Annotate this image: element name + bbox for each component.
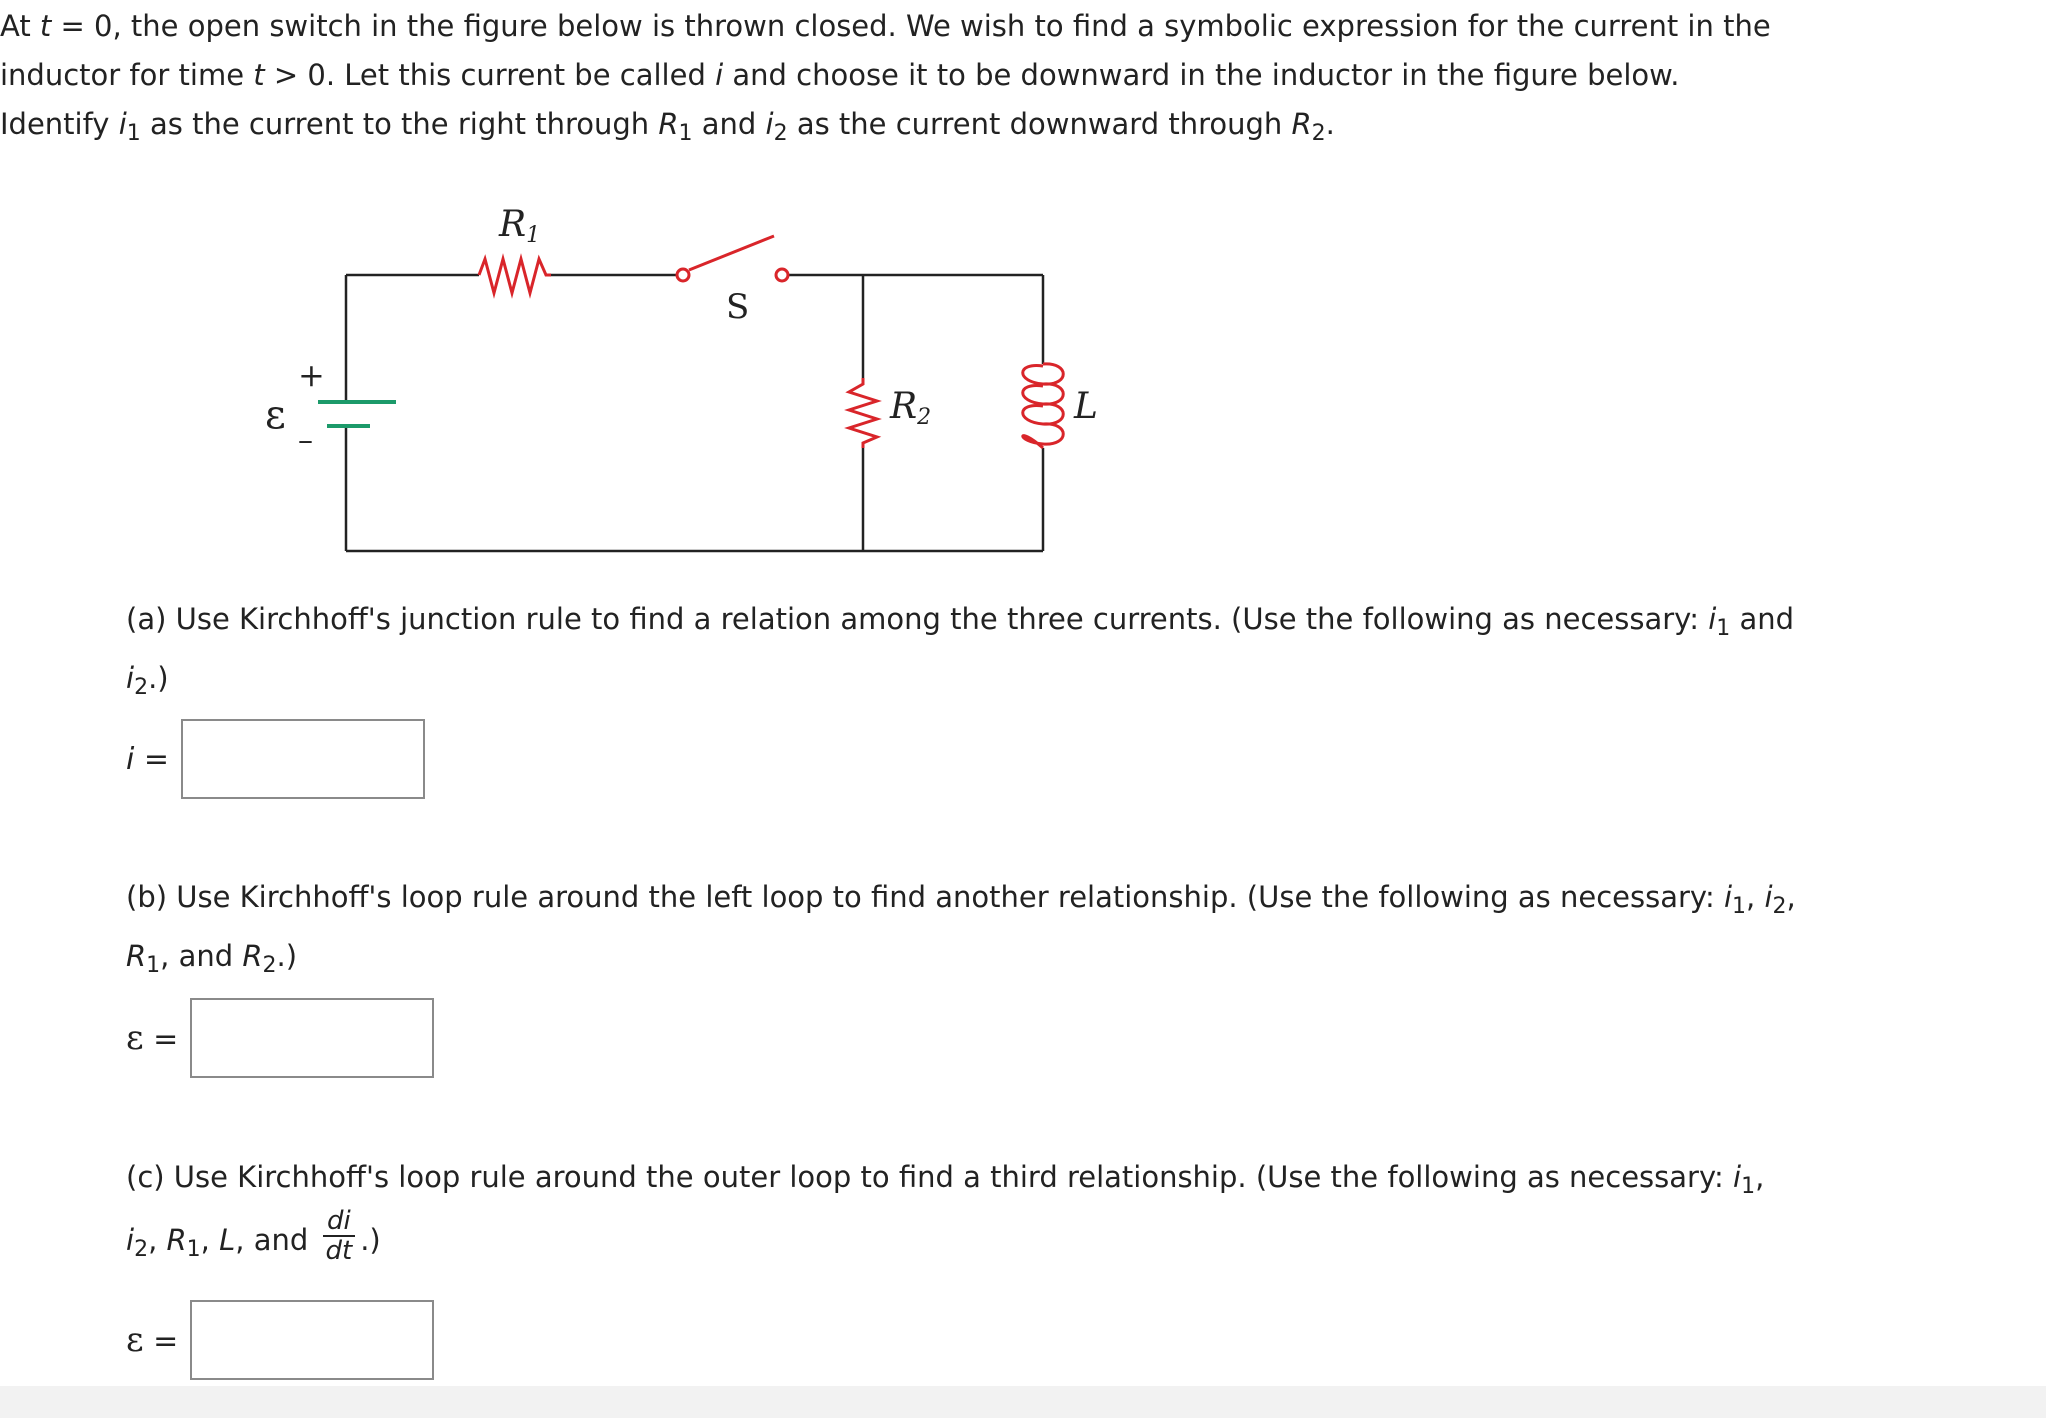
- switch-s: [677, 236, 788, 281]
- var-i2: i: [765, 107, 774, 141]
- part-b-line-2: [126, 927, 2026, 986]
- part-c-lhs: [126, 1320, 178, 1360]
- var-i: i: [715, 58, 724, 92]
- var-i2: i: [1764, 880, 1773, 914]
- subscript: 2: [1772, 894, 1787, 919]
- part-a-question: [126, 590, 2026, 708]
- var-i1: i: [1708, 602, 1717, 636]
- subscript: 2: [773, 121, 788, 146]
- part-b-question: [126, 868, 2026, 986]
- var-r2: R: [242, 939, 263, 973]
- subscript: 1: [1716, 616, 1731, 641]
- var-r1: R: [166, 1223, 187, 1257]
- part-b-lhs: [126, 1018, 178, 1058]
- text: .): [360, 1223, 381, 1257]
- var-i1: i: [118, 107, 127, 141]
- circuit-diagram: [0, 0, 2046, 600]
- var-i2: i: [126, 1223, 135, 1257]
- text: inductor for time: [0, 58, 254, 92]
- part-c-answer-row: [126, 1300, 434, 1380]
- text: Identify: [0, 107, 119, 141]
- var-r1: R: [658, 107, 679, 141]
- switch-contact-left: [677, 269, 689, 281]
- resistor-r2: [849, 378, 877, 448]
- subscript: 1: [186, 1237, 201, 1262]
- label-r2: R2: [890, 386, 932, 430]
- part-b-answer-row: [126, 998, 434, 1078]
- subscript: 1: [678, 121, 693, 146]
- label-plus: +: [298, 356, 325, 394]
- text: .: [1325, 107, 1335, 141]
- subscript: 1: [126, 121, 141, 146]
- subscript: 1: [1732, 894, 1747, 919]
- part-a-answer-row: [126, 719, 425, 799]
- label-l: L: [1074, 386, 1098, 427]
- var-i2: i: [126, 661, 135, 695]
- text: > 0. Let this current be called: [264, 58, 716, 92]
- label-switch: S: [726, 287, 750, 327]
- text: and: [1730, 602, 1795, 636]
- page-bottom-strip: [0, 1386, 2046, 1418]
- equals: =: [134, 741, 170, 777]
- part-c-line-1: [126, 1148, 2026, 1207]
- part-a-line-2: [126, 649, 2026, 708]
- var-emf: ε: [126, 1320, 144, 1360]
- text: as the current to the right through: [140, 107, 659, 141]
- text: and choose it to be downward in the inductor in the figure below.: [723, 58, 1680, 92]
- var-t: t: [39, 9, 52, 43]
- part-b-line-1: [126, 868, 2026, 927]
- subscript: 2: [1311, 121, 1326, 146]
- resistor-r1: [479, 259, 551, 293]
- subscript: 2: [134, 1237, 149, 1262]
- text: (b) Use Kirchhoff's loop rule around the left loop to find another relationship. (Use the following as necessary:: [126, 880, 1724, 914]
- var-i1: i: [1733, 1160, 1742, 1194]
- part-c-answer-input[interactable]: [190, 1300, 434, 1380]
- text: ,: [148, 1223, 167, 1257]
- label-r1: R1: [499, 204, 541, 248]
- label-minus: –: [298, 423, 313, 458]
- subscript: 2: [134, 675, 149, 700]
- var-r2: R: [1291, 107, 1312, 141]
- var-i1: i: [1723, 880, 1733, 914]
- text: ,: [1746, 880, 1765, 914]
- text: .): [276, 939, 298, 973]
- fraction-numerator: di: [323, 1207, 355, 1237]
- text: At: [0, 9, 40, 43]
- var-i: i: [126, 741, 135, 777]
- part-c-line-2: [126, 1206, 2026, 1271]
- inductor-l: [1023, 364, 1064, 448]
- fraction-denominator: dt: [325, 1236, 353, 1266]
- subscript: 1: [146, 953, 161, 978]
- text: , and: [235, 1223, 318, 1257]
- text: = 0, the open switch in the figure below is thrown closed. We wish to find a symbolic expression for the current in the: [51, 9, 1771, 43]
- subscript: 1: [1741, 1174, 1756, 1199]
- part-a-line-1: [126, 590, 2026, 649]
- part-a-answer-input[interactable]: [181, 719, 425, 799]
- battery-emf: [318, 402, 396, 426]
- part-c-question: [126, 1148, 2026, 1271]
- text: .): [148, 661, 169, 695]
- text: (c) Use Kirchhoff's loop rule around the outer loop to find a third relationship. (Use the following as necessary:: [126, 1160, 1734, 1194]
- var-t: t: [253, 58, 265, 92]
- text: as the current downward through: [787, 107, 1292, 141]
- var-emf: ε: [126, 1018, 144, 1058]
- equals: =: [143, 1324, 179, 1359]
- switch-blade: [689, 236, 774, 270]
- label-emf: ε: [265, 392, 286, 438]
- wires: [346, 275, 1043, 551]
- subscript: 2: [262, 953, 277, 978]
- equals: =: [143, 1022, 179, 1057]
- text: ,: [1755, 1160, 1765, 1194]
- fraction-di-dt: [321, 1207, 356, 1265]
- text: , and: [160, 939, 243, 973]
- text: ,: [1786, 880, 1796, 914]
- text: (a) Use Kirchhoff's junction rule to find a relation among the three currents. (Use the following as necessary:: [126, 602, 1709, 636]
- var-r1: R: [126, 939, 147, 973]
- text: ,: [200, 1223, 220, 1257]
- text: and: [692, 107, 766, 141]
- part-b-answer-input[interactable]: [190, 998, 434, 1078]
- var-l: L: [219, 1223, 236, 1257]
- part-a-lhs: [126, 742, 169, 777]
- switch-contact-right: [776, 269, 788, 281]
